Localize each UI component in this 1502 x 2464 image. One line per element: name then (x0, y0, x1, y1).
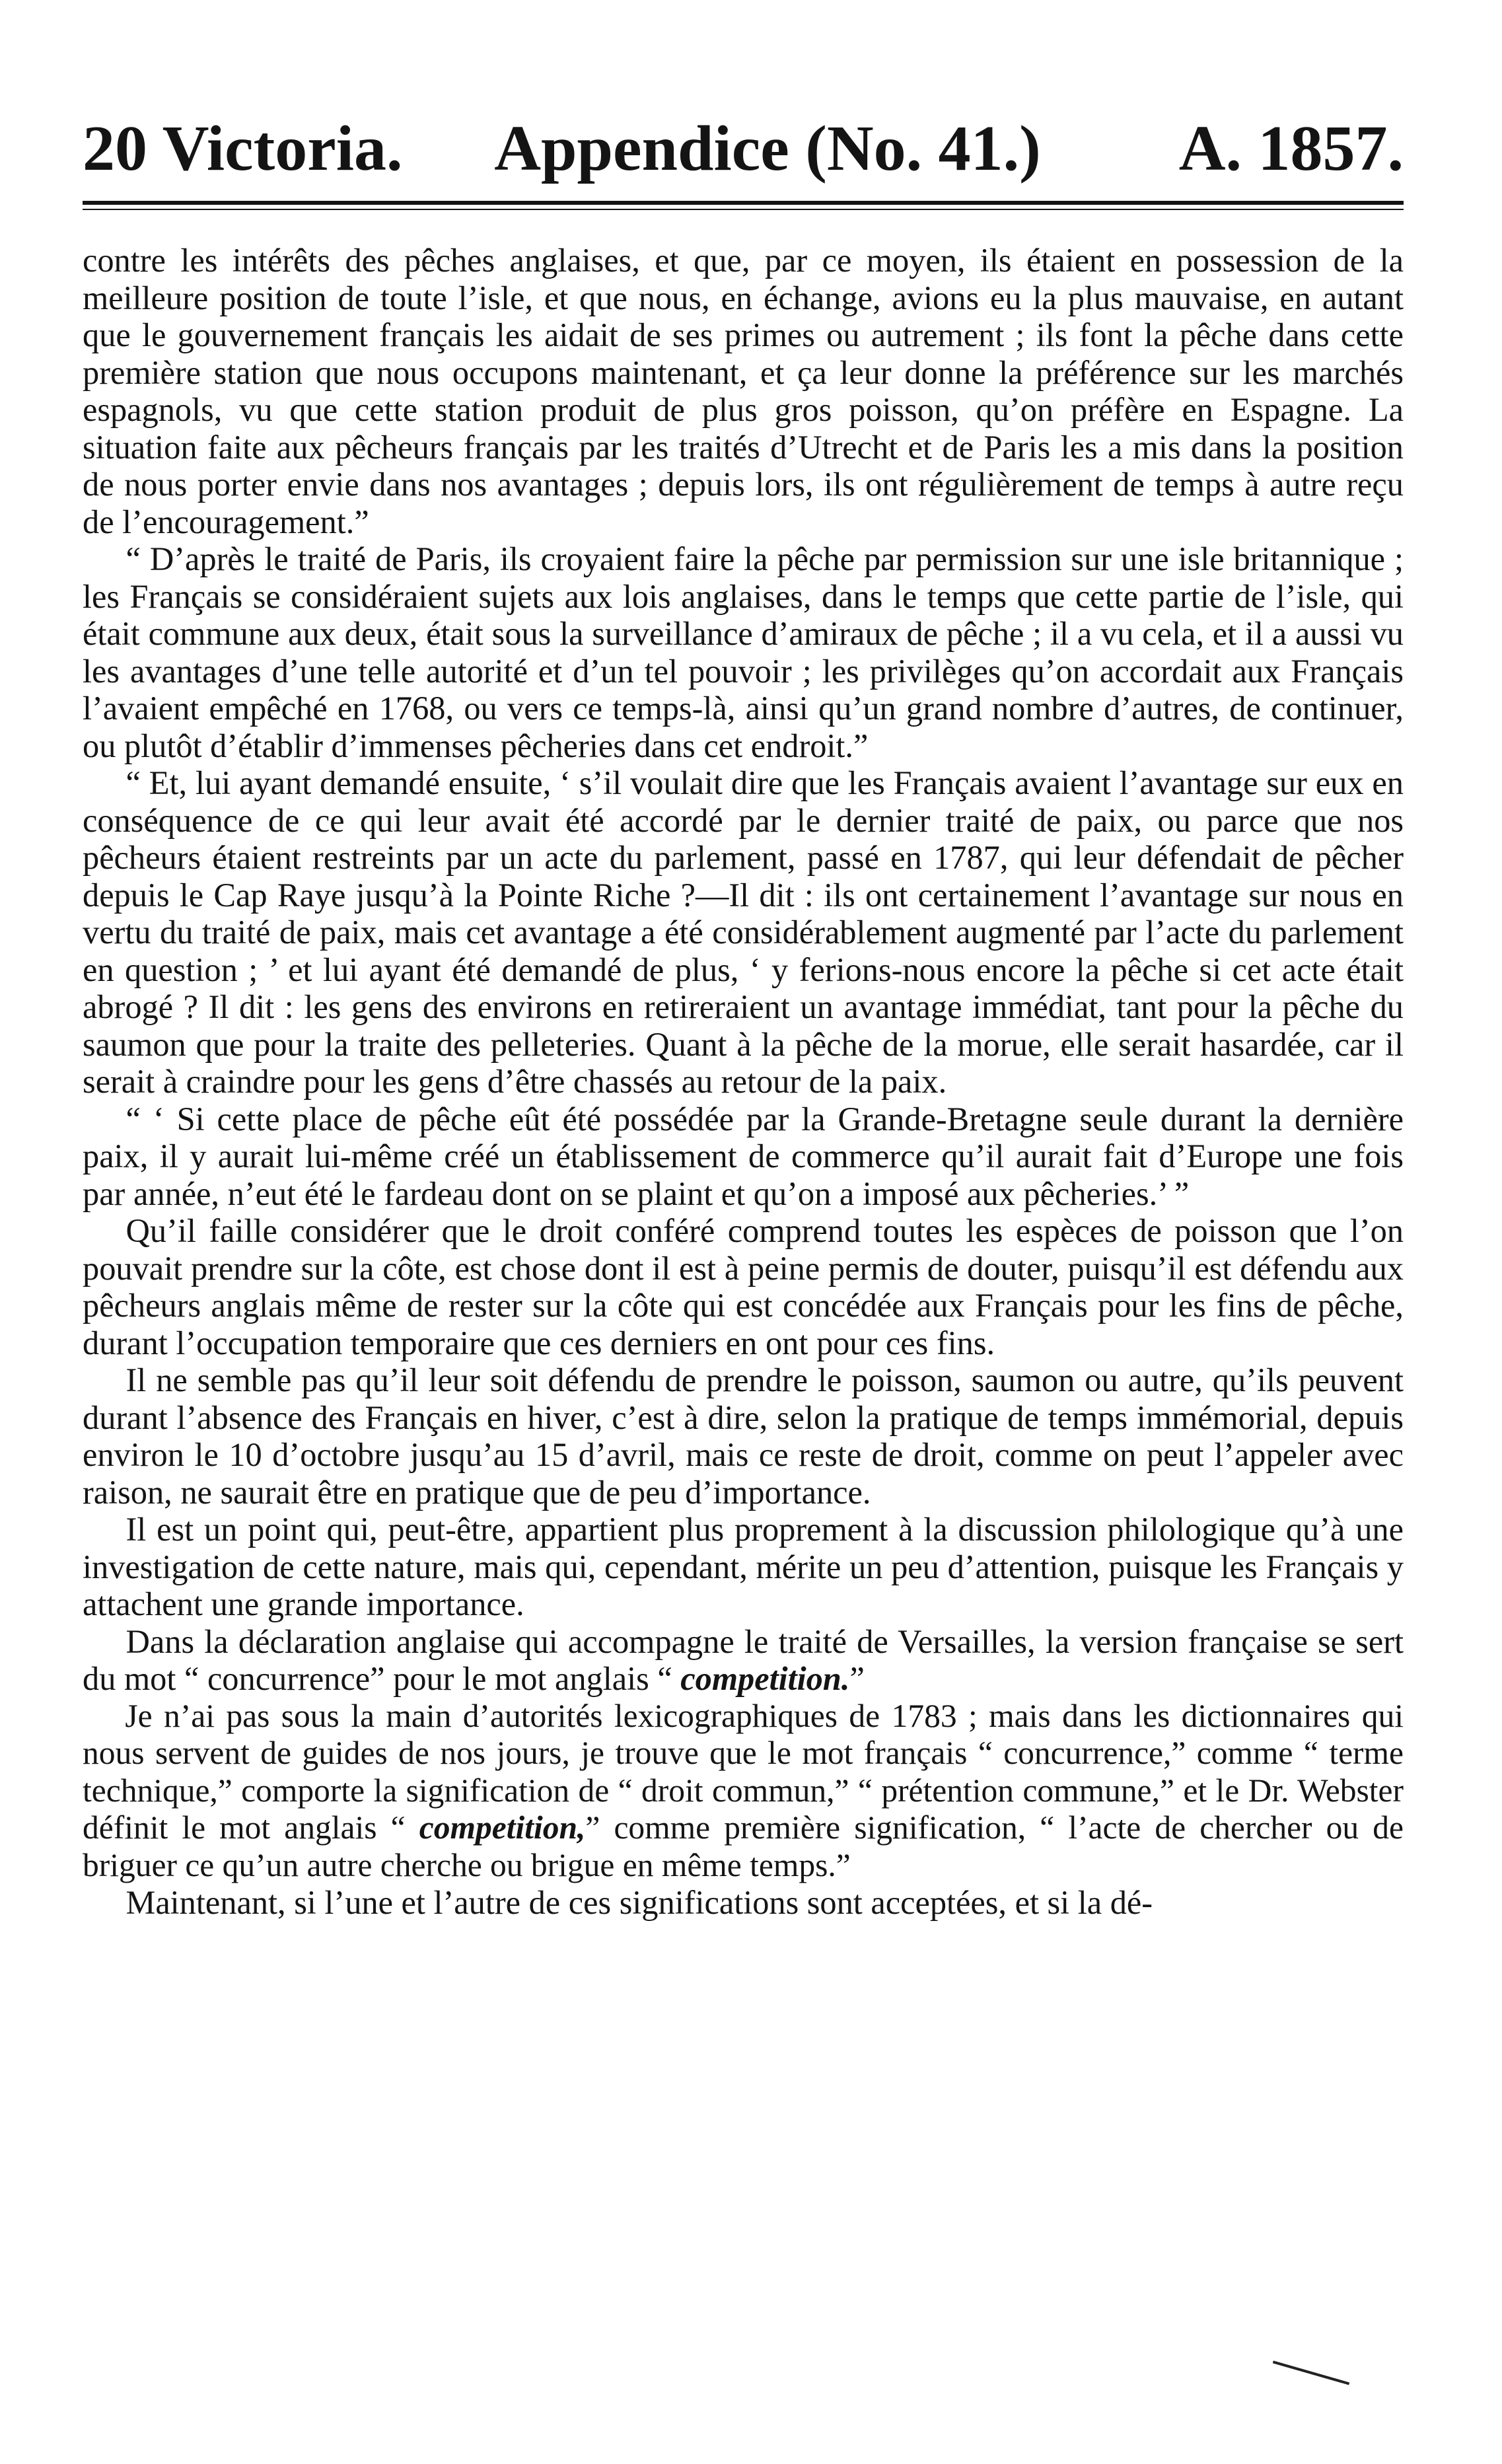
paragraph: Maintenant, si l’une et l’autre de ces significations sont acceptées, et si la dé- (125, 1884, 1153, 1921)
italic-term: competition, (419, 1809, 586, 1846)
paragraph: “ ‘ Si cette place de pêche eût été possédée par la Grande-Bretagne seule durant la dernière paix, il y aurait lui-même créé un établissement de commerce qu’il aurait fait d’Europe une fois par année, n’eut été le fardeau dont on se plaint et qu’on a imposé aux pêcheries.’ ” (83, 1100, 1404, 1212)
italic-term: competition. (680, 1660, 850, 1697)
paragraph: Il ne semble pas qu’il leur soit défendu de prendre le poisson, saumon ou autre, qu’ils peuvent durant l’absence des Français en hiver, c’est à dire, selon la pratique de temps immémorial, depuis environ le 10 d’octobre jusqu’au 15 d’avril, mais ce reste de droit, comme on peut l’appeler avec raison, ne saurait être en pratique que de peu d’importance. (83, 1361, 1404, 1511)
paragraph-text: Je n’ai pas sous la main d’autorités lexicographiques de 1783 ; mais dans les dictionnaires qui nous servent de guides de nos jours, je trouve que le mot français “ concurrence,” comme “ terme technique,” comporte la signification de “ droit commun,” “ prétention commune,” et le Dr. Webster définit le mot anglais “ (83, 1697, 1404, 1846)
paragraph: Il est un point qui, peut-être, appartient plus proprement à la discussion philologique qu’à une investigation de cette nature, mais qui, cependant, mérite un peu d’attention, puisque les Français y attachent une grande importance. (83, 1511, 1404, 1622)
margin-dash (1273, 2361, 1349, 2385)
paragraph (83, 1698, 1404, 1885)
paragraph (83, 1623, 1404, 1698)
year-label: A. 1857. (1178, 113, 1404, 184)
paragraph-text: ” (849, 1660, 865, 1697)
paragraph: Qu’il faille considérer que le droit conféré comprend toutes les espèces de poisson que l’on pouvait prendre sur la côte, est chose dont il est à peine permis de douter, puisqu’il est défendu aux pêcheurs anglais même de rester sur la côte qui est concédée aux Français pour les fins de pêche, durant l’occupation temporaire que ces derniers en ont pour ces fins. (83, 1212, 1404, 1361)
paragraph: “ Et, lui ayant demandé ensuite, ‘ s’il voulait dire que les Français avaient l’avantage sur eux en conséquence de ce qui leur avait été accordé par le dernier traité de paix, ou parce que nos pêcheurs étaient restreints par un acte du parlement, passé en 1787, qui leur défendait de pêcher depuis le Cap Raye jusqu’à la Pointe Riche ?—Il dit : ils ont certainement l’avantage sur nous en vertu du traité de paix, mais cet avantage a été considérablement augmenté par l’acte du parlement en question ; ’ et lui ayant été demandé de plus, ‘ y ferions-nous encore la pêche si cet acte était abrogé ? Il dit : les gens des environs en retireraient un avantage immédiat, tant pour la pêche du saumon que pour la traite des pelleteries. Quant à la pêche de la morue, elle serait hasardée, car il serait à craindre pour les gens d’être chassés au retour de la paix. (83, 764, 1404, 1100)
page-header (83, 106, 1404, 192)
appendix-label: Appendice (No. 41.) (494, 113, 1041, 184)
paragraph-text: ” comme première signification, “ l’acte de chercher ou de briguer ce qu’un autre cherche ou brigue en même temps.” (83, 1809, 1404, 1883)
header-rule-thick (83, 201, 1404, 205)
paragraph-text: Dans la déclaration anglaise qui accompagne le traité de Versailles, la version française se sert du mot “ concurrence” pour le mot anglais “ (83, 1622, 1404, 1697)
header-rule-thin (83, 209, 1404, 210)
page-body (83, 242, 1404, 1922)
session-label: 20 Victoria. (83, 113, 403, 184)
paragraph: contre les intérêts des pêches anglaises, et que, par ce moyen, ils étaient en possession de la meilleure position de toute l’isle, et que nous, en échange, avions eu la plus mauvaise, en autant que le gouvernement français les aidait de ses primes ou autrement ; ils font la pêche dans cette première station que nous occupons maintenant, et ça leur donne la préférence sur les marchés espagnols, vu que cette station produit de plus gros poisson, qu’on préfère en Espagne. La situation faite aux pêcheurs français par les traités d’Utrecht et de Paris les a mis dans la position de nous porter envie dans nos avantages ; depuis lors, ils ont régulièrement de temps à autre reçu de l’encouragement.” (83, 242, 1404, 540)
paragraph: “ D’après le traité de Paris, ils croyaient faire la pêche par permission sur une isle britannique ; les Français se considéraient sujets aux lois anglaises, dans le temps que cette partie de l’isle, qui était commune aux deux, était sous la surveillance d’amiraux de pêche ; il a vu cela, et il a aussi vu les avantages d’une telle autorité et d’un tel pouvoir ; les privilèges qu’on accordait aux Français l’avaient empêché en 1768, ou vers ce temps-là, ainsi qu’un grand nombre d’autres, de continuer, ou plutôt d’établir d’immenses pêcheries dans cet endroit.” (83, 540, 1404, 764)
